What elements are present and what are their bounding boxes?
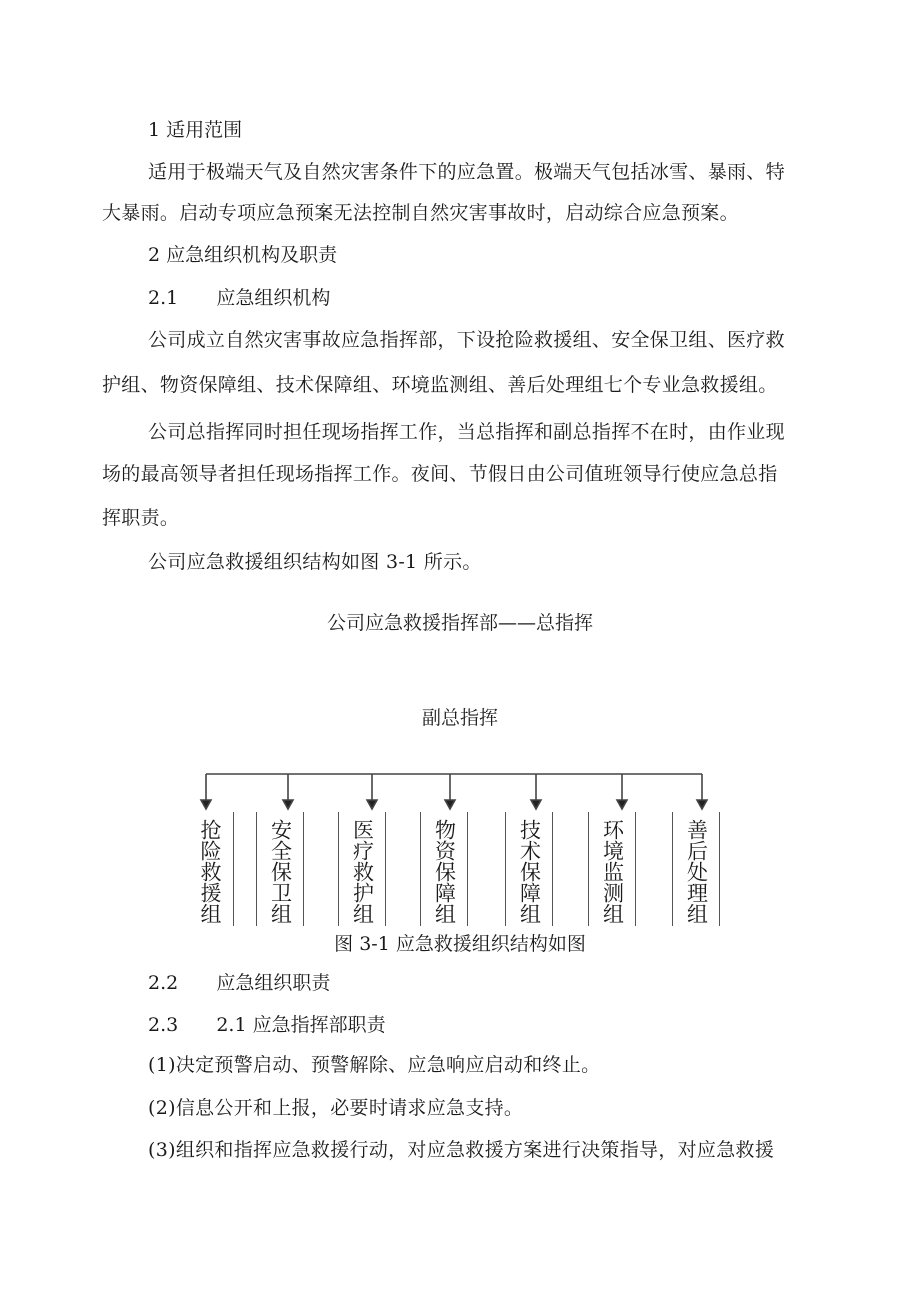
paragraph-1-line-2: 护组、物资保障组、技术保障组、环境监测组、善后处理组七个专业急救援组。: [102, 374, 778, 396]
group-medical: 医疗救护组: [338, 812, 386, 926]
figure-caption: 图 3-1 应急救援组织结构如图: [334, 933, 586, 955]
duty-item-3: (3)组织和指挥应急救援行动，对应急救援方案进行决策指导，对应急救援: [148, 1139, 775, 1161]
subsection-2-2-title: 应急组织职责: [216, 972, 331, 994]
subsection-2-2: [148, 971, 330, 995]
paragraph-3: 公司应急救援组织结构如图 3-1 所示。: [148, 551, 482, 573]
subsection-2-3: [148, 1013, 386, 1037]
section-1-line-2: 大暴雨。启动专项应急预案无法控制自然灾害事故时，启动综合应急预案。: [102, 202, 739, 224]
group-security: 安全保卫组: [256, 812, 304, 926]
org-chart-deputy-node: 副总指挥: [421, 707, 498, 729]
org-chart-top-node: 公司应急救援指挥部——总指挥: [326, 612, 593, 634]
group-rescue: 抢险救援组: [186, 812, 234, 926]
paragraph-2-line-1: 公司总指挥同时担任现场指挥工作，当总指挥和副总指挥不在时，由作业现: [148, 421, 785, 443]
section-1-line-1: 适用于极端天气及自然灾害条件下的应急置。极端天气包括冰雪、暴雨、特: [148, 161, 785, 183]
group-aftermath: 善后处理组: [672, 812, 720, 926]
section-2-heading: 2 应急组织机构及职责: [148, 244, 338, 266]
duty-item-2: (2)信息公开和上报，必要时请求应急支持。: [148, 1097, 524, 1119]
subsection-2-3-number: 2.3: [148, 1014, 179, 1036]
subsection-2-1: [148, 286, 330, 310]
paragraph-2-line-2: 场的最高领导者担任现场指挥工作。夜间、节假日由公司值班领导行使应急总指: [102, 463, 778, 485]
subsection-2-1-number: 2.1: [148, 287, 179, 309]
group-technical: 技术保障组: [505, 812, 553, 926]
group-supplies: 物资保障组: [420, 812, 468, 926]
section-1-heading: 1 适用范围: [148, 119, 243, 141]
paragraph-1-line-1: 公司成立自然灾害事故应急指挥部，下设抢险救援组、安全保卫组、医疗救: [148, 329, 785, 351]
group-environment: 环境监测组: [588, 812, 636, 926]
subsection-2-3-title: 2.1 应急指挥部职责: [216, 1014, 386, 1036]
paragraph-2-line-3: 挥职责。: [102, 507, 180, 529]
subsection-2-1-title: 应急组织机构: [216, 287, 331, 309]
connector-arrows: [201, 774, 707, 809]
subsection-2-2-number: 2.2: [148, 972, 179, 994]
duty-item-1: (1)决定预警启动、预警解除、应急响应启动和终止。: [148, 1054, 601, 1076]
